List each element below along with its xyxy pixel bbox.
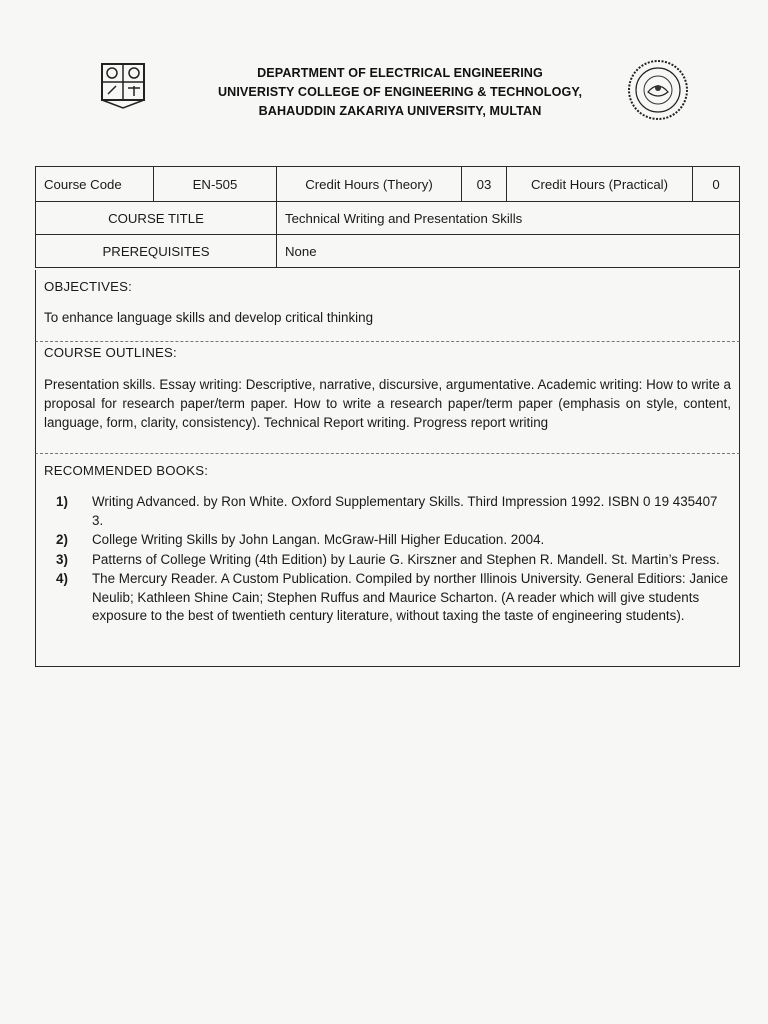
list-item-number: 4) bbox=[56, 571, 68, 586]
course-code-label: Course Code bbox=[36, 167, 154, 202]
list-item-text: Patterns of College Writing (4th Edition) by Laurie G. Kirszner and Stephen R. Mandell. St. Martin’s Press. bbox=[92, 551, 720, 567]
department-title bbox=[170, 64, 630, 121]
objectives-text: To enhance language skills and develop critical thinking bbox=[44, 310, 374, 325]
document-header bbox=[90, 58, 690, 130]
list-item bbox=[44, 551, 731, 570]
prerequisites-value: None bbox=[277, 235, 740, 268]
department-name: DEPARTMENT OF ELECTRICAL ENGINEERING bbox=[257, 66, 543, 80]
list-item-text: The Mercury Reader. A Custom Publication. Compiled by norther Illinois University. General Editiors: Janice Neulib; Kathleen Shine Cain; Stephen Ruffus and Maurice Scharton. (A reader which will give students exposure to the best of twentieth century literature, without taxing the taste of engineering students). bbox=[92, 571, 729, 623]
university-name: BAHAUDDIN ZAKARIYA UNIVERSITY, MULTAN bbox=[258, 104, 542, 118]
list-item bbox=[44, 570, 731, 626]
credit-practical-label: Credit Hours (Practical) bbox=[507, 167, 693, 202]
objectives-section bbox=[35, 270, 740, 342]
course-title-value: Technical Writing and Presentation Skills bbox=[277, 202, 740, 235]
book-list bbox=[44, 493, 731, 626]
course-outlines-section bbox=[35, 342, 740, 454]
list-item bbox=[44, 493, 731, 530]
objectives-heading: OBJECTIVES: bbox=[44, 279, 132, 294]
list-item bbox=[44, 531, 731, 550]
outlines-text: Presentation skills. Essay writing: Descriptive, narrative, discursive, argumentative. Academic writing: How to write a proposal for research paper/term paper. How to write a research paper/term paper (emphasis on style, content, language, form, clarity, consistency). Technical Report writing. Progress report writing bbox=[44, 377, 731, 430]
prerequisites-label: PREREQUISITES bbox=[36, 235, 277, 268]
list-item-text: College Writing Skills by John Langan. McGraw-Hill Higher Education. 2004. bbox=[92, 532, 545, 547]
list-item-number: 1) bbox=[56, 494, 68, 509]
course-code-value: EN-505 bbox=[154, 167, 277, 202]
books-heading: RECOMMENDED BOOKS: bbox=[44, 463, 209, 478]
list-item-number: 2) bbox=[56, 532, 68, 547]
credit-theory-label: Credit Hours (Theory) bbox=[277, 167, 462, 202]
college-logo-icon bbox=[100, 62, 146, 110]
list-item-text: Writing Advanced. by Ron White. Oxford Supplementary Skills. Third Impression 1992. ISBN 0 19 435407 3. bbox=[92, 494, 718, 528]
course-title-label: COURSE TITLE bbox=[36, 202, 277, 235]
outlines-heading: COURSE OUTLINES: bbox=[44, 345, 177, 360]
course-info-table bbox=[35, 166, 740, 268]
credit-practical-value: 0 bbox=[693, 167, 740, 202]
list-item-number: 3) bbox=[56, 551, 68, 567]
college-name: UNIVERISTY COLLEGE OF ENGINEERING & TECHNOLOGY, bbox=[217, 85, 583, 99]
recommended-books-section bbox=[35, 454, 740, 667]
credit-theory-value: 03 bbox=[462, 167, 507, 202]
university-seal-icon bbox=[626, 58, 690, 122]
